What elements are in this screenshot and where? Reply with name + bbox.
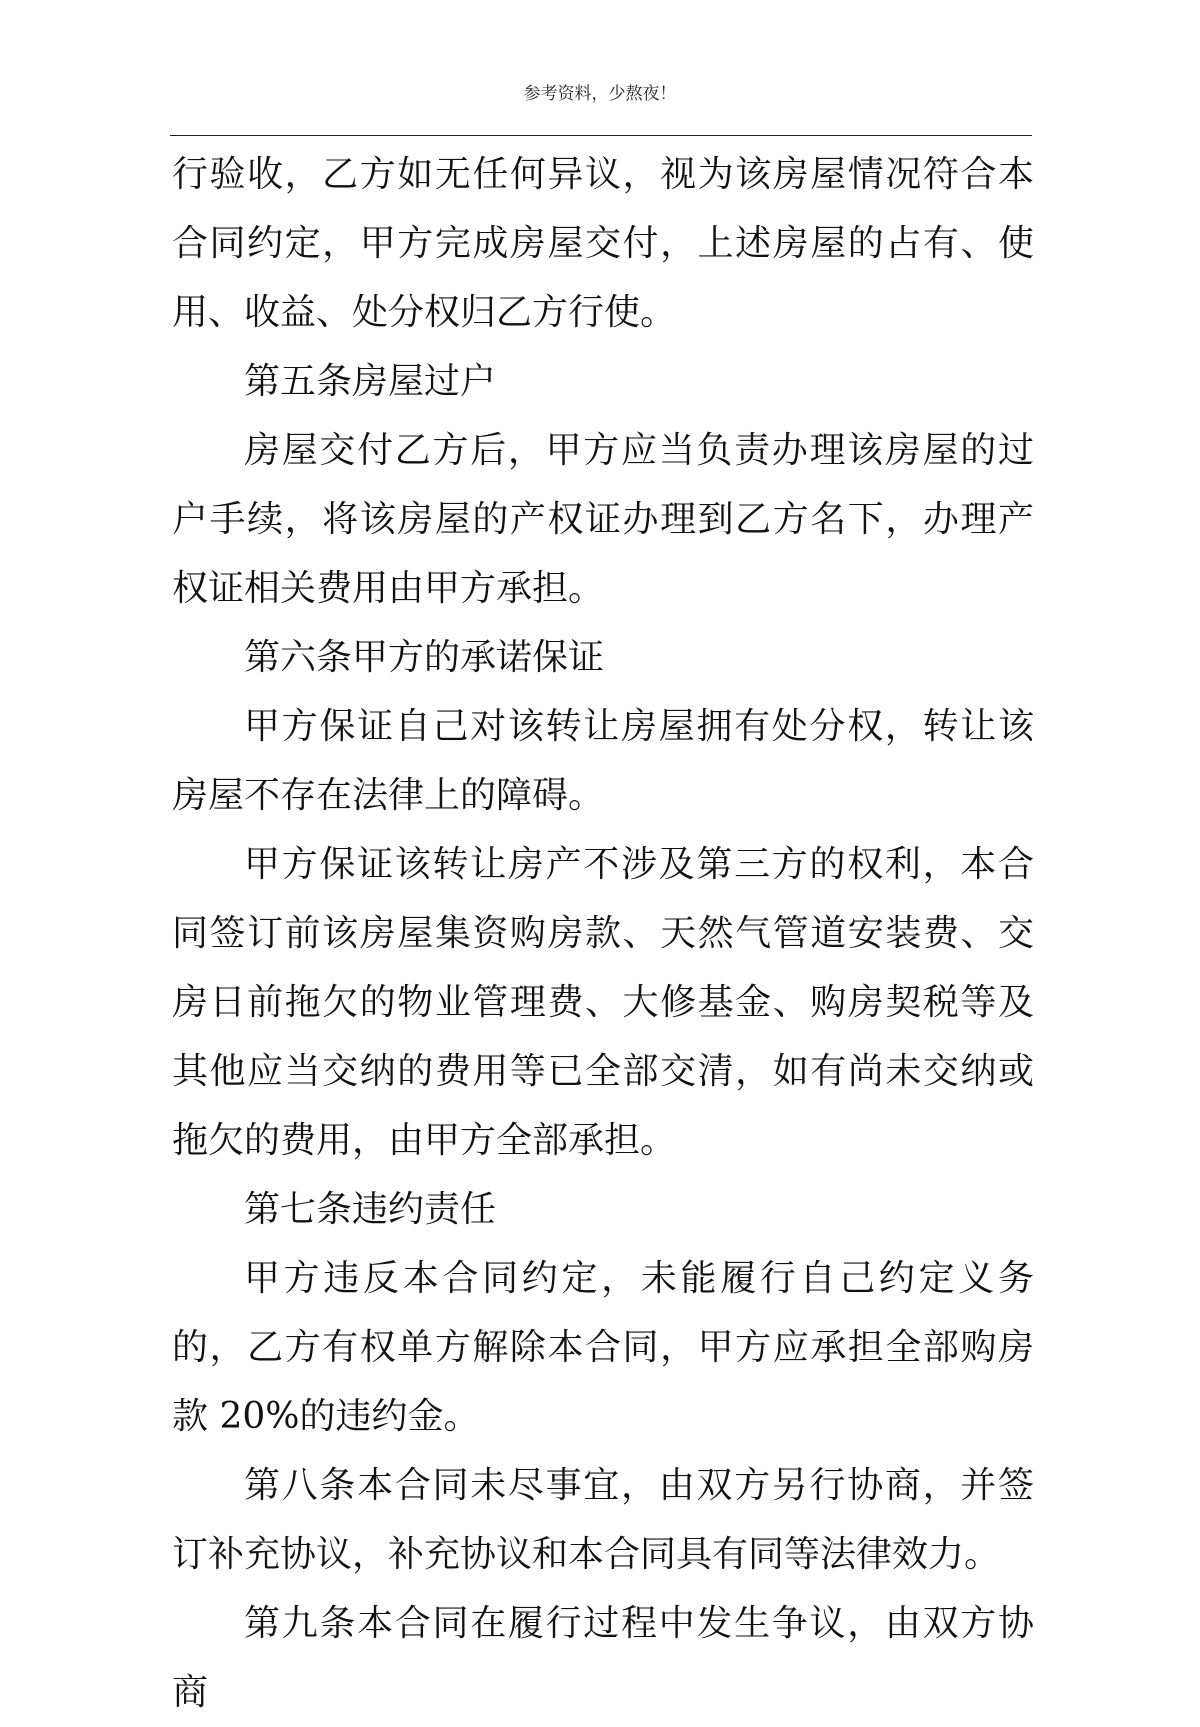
article-9-paragraph: 第九条本合同在履行过程中发生争议，由双方协商 [172, 1603, 1034, 1713]
article-6-heading: 第六条甲方的承诺保证 [244, 637, 605, 678]
document-body [172, 140, 1034, 1727]
article-6-paragraph-2: 甲方保证该转让房产不涉及第三方的权利，本合同签订前该房屋集资购房款、天然气管道安装费、交房日前拖欠的物业管理费、大修基金、购房契税等及其他应当交纳的费用等已全部交清，如有尚未交纳或拖欠的费用，由甲方全部承担。 [172, 844, 1034, 1161]
article-5-paragraph: 房屋交付乙方后，甲方应当负责办理该房屋的过户手续，将该房屋的产权证办理到乙方名下，办理产权证相关费用由甲方承担。 [172, 430, 1034, 609]
article-6-paragraph-1: 甲方保证自己对该转让房屋拥有处分权，转让该房屋不存在法律上的障碍。 [172, 706, 1034, 816]
article-7-paragraph: 甲方违反本合同约定，未能履行自己约定义务的，乙方有权单方解除本合同，甲方应承担全部购房款 20%的违约金。 [172, 1258, 1034, 1437]
article-5-heading: 第五条房屋过户 [244, 361, 497, 402]
article-8-paragraph: 第八条本合同未尽事宜，由双方另行协商，并签订补充协议，补充协议和本合同具有同等法律效力。 [172, 1465, 1034, 1575]
page-header: 参考资料，少熬夜！ [523, 84, 677, 104]
header-divider [170, 135, 1032, 136]
article-7-heading: 第七条违约责任 [244, 1189, 497, 1230]
paragraph-continuation: 行验收，乙方如无任何异议，视为该房屋情况符合本合同约定，甲方完成房屋交付，上述房屋的占有、使用、收益、处分权归乙方行使。 [172, 154, 1034, 333]
